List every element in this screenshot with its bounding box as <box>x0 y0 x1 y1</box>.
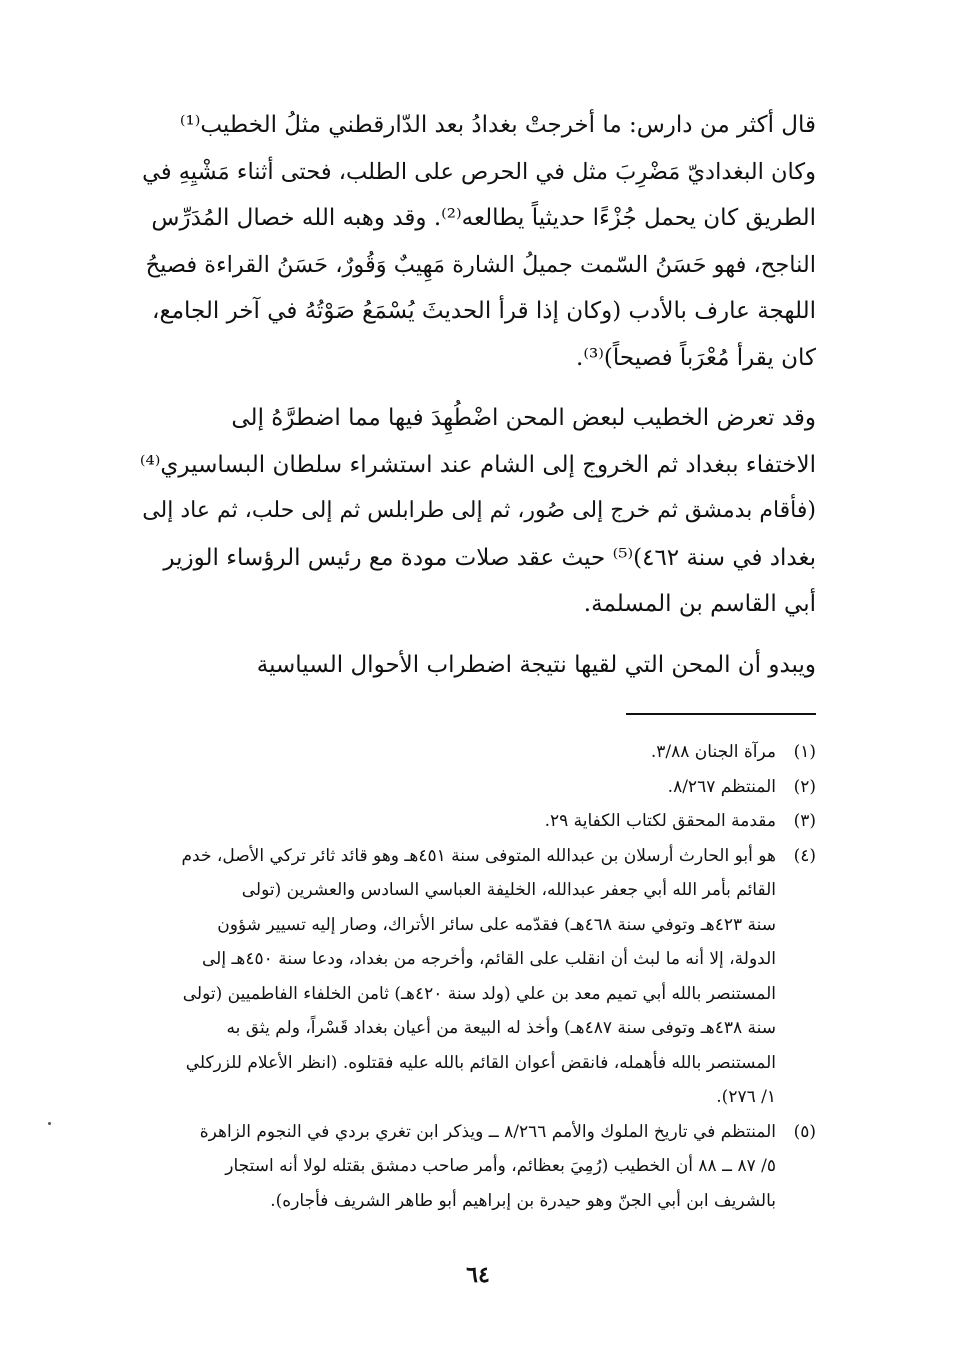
footnote-2 <box>116 770 816 805</box>
footnote-1 <box>116 735 816 770</box>
footnote-line: سنة ٤٣٨هـ وتوفى سنة ٤٨٧هـ) وأخذ له البيعة من أعيان بغداد قَسْراً، ولم يثق به <box>226 1018 776 1038</box>
footnote-number: (٥) <box>793 1121 816 1142</box>
footnote-4 <box>116 839 816 1115</box>
footnote-separator <box>626 713 816 715</box>
footnote-3 <box>116 804 816 839</box>
text-line: اللهجة عارف بالأدب (وكان إذا قرأ الحديثَ يُسْمَعُ صَوْتُهُ في آخر الجامع، <box>152 298 816 324</box>
text-line: الناجح، فهو حَسَنُ السّمت جميلُ الشارة مَهِيبٌ وَقُورٌ، حَسَنُ القراءة فصيحُ <box>145 251 816 278</box>
footnote-line: المستنصر بالله أبي تميم معد بن علي (ولد سنة ٤٢٠هـ) ثامن الخلفاء الفاطميين (تولى <box>182 983 776 1004</box>
footnote-line: سنة ٤٢٣هـ وتوفي سنة ٤٦٨هـ) فقدّمه على سائر الأتراك، وصار إليه تسيير شؤون <box>217 914 776 935</box>
footnote-line: هو أبو الحارث أرسلان بن عبدالله المتوفى سنة ٤٥١هـ وهو قائد ثائر تركي الأصل، خدم <box>181 845 776 866</box>
text-line: كان يقرأ مُعْرَباً فصيحاً)⁽³⁾. <box>576 344 816 371</box>
page-number: ٦٤ <box>466 1262 490 1288</box>
footnote-number: (٢) <box>793 776 816 797</box>
footnote-line: المنتظم في تاريخ الملوك والأمم ٨/٢٦٦ ــ ويذكر ابن تغري بردي في النجوم الزاهرة <box>199 1121 776 1142</box>
text-line: الطريق كان يحمل جُزْءًا حديثياً يطالعه⁽²⁾. وقد وهبه الله خصال المُدَرِّس <box>151 205 816 231</box>
text-line: أبي القاسم بن المسلمة. <box>583 591 816 617</box>
main-text <box>136 102 816 688</box>
paragraph-1 <box>136 102 816 381</box>
footnotes <box>116 735 816 1218</box>
text-line: وقد تعرض الخطيب لبعض المحن اضْطُهِدَ فيها مما اضطرَّهُ إلى <box>231 405 816 431</box>
footnote-line: المنتظم ٨/٢٦٧. <box>667 776 776 797</box>
footnote-number: (٤) <box>793 845 816 866</box>
scan-speck <box>48 1122 51 1125</box>
paragraph-3 <box>136 642 816 689</box>
text-line: قال أكثر من دارس: ما أخرجتْ بغدادُ بعد الدّارقطني مثلُ الخطيب⁽¹⁾ <box>179 112 816 138</box>
footnote-5 <box>116 1115 816 1219</box>
footnote-line: بالشريف ابن أبي الجنّ وهو حيدرة بن إبراهيم أبو طاهر الشريف فأجاره). <box>270 1190 776 1211</box>
footnote-line: ٥/ ٨٧ ــ ٨٨ أن الخطيب (رُمِيَ بعظائم، وأمر صاحب دمشق بقتله لولا أنه استجار <box>225 1156 776 1176</box>
footnote-number: (٣) <box>793 811 816 831</box>
footnote-line: مقدمة المحقق لكتاب الكفاية ٢٩. <box>544 811 776 831</box>
footnote-line: مرآة الجنان ٣/٨٨. <box>650 742 776 762</box>
text-line: الاختفاء ببغداد ثم الخروج إلى الشام عند استشراء سلطان البساسيري⁽⁴⁾ <box>139 451 816 478</box>
footnote-number: (١) <box>793 742 816 762</box>
footnote-line: القائم بأمر الله أبي جعفر عبدالله، الخليفة العباسي السادس والعشرين (تولى <box>241 880 776 900</box>
text-line: بغداد في سنة ٤٦٢)⁽⁵⁾ حيث عقد صلات مودة مع رئيس الرؤساء الوزير <box>163 544 816 571</box>
paragraph-2 <box>136 395 816 628</box>
footnote-line: ١/ ٢٧٦). <box>716 1087 776 1107</box>
text-line: (فأقام بدمشق ثم خرج إلى صُور، ثم إلى طرابلس ثم إلى حلب، ثم عاد إلى <box>142 498 816 523</box>
footnote-line: الدولة، إلا أنه ما لبث أن انقلب على القائم، وأخرجه من بغداد، ودعا سنة ٤٥٠هـ إلى <box>201 949 776 969</box>
text-line: وكان البغداديّ مَضْرِبَ مثل في الحرص على الطلب، فحتى أثناء مَشْيِهِ في <box>142 158 816 185</box>
footnote-line: المستنصر بالله فأهمله، فانقض أعوان القائم بالله عليه فقتلوه. (انظر الأعلام للزركلي <box>185 1052 776 1073</box>
text-line: ويبدو أن المحن التي لقيها نتيجة اضطراب الأحوال السياسية <box>256 651 816 678</box>
